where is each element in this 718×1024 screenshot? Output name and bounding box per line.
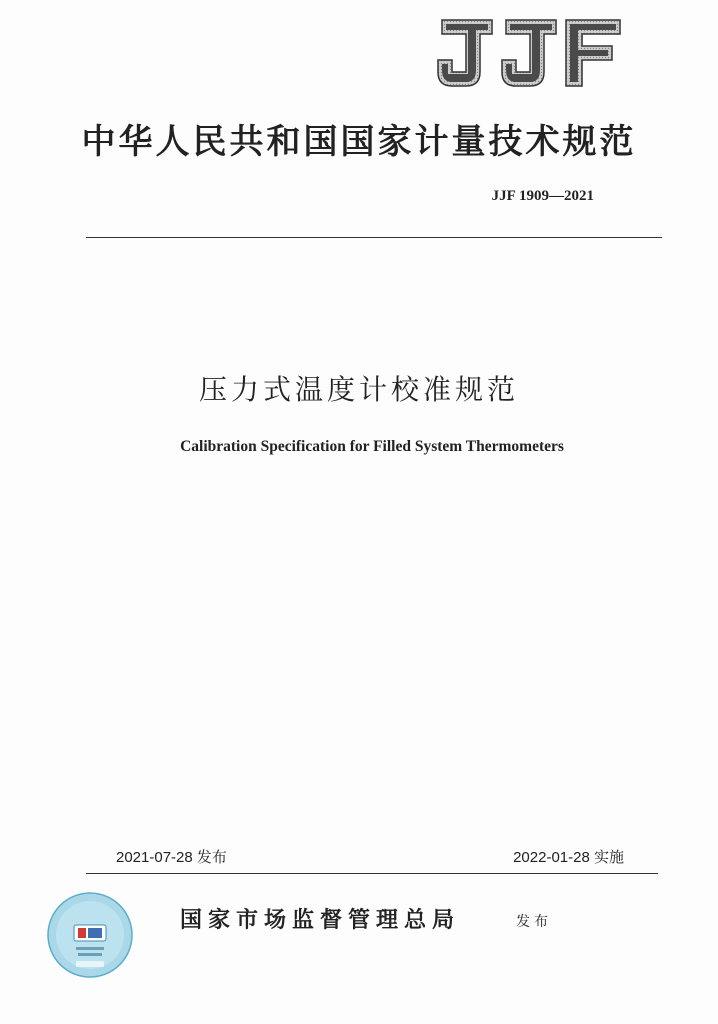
- document-code: JJF 1909—2021: [491, 188, 594, 204]
- top-divider: [86, 237, 662, 238]
- issuing-authority-suffix: 发布: [516, 914, 552, 930]
- implementation-date: 2022-01-28 实施: [513, 849, 624, 866]
- issue-date: 2021-07-28 发布: [116, 849, 227, 866]
- document-title-chinese: 压力式温度计校准规范: [198, 373, 519, 406]
- jjf-logo: [434, 14, 624, 92]
- anti-counterfeit-seal-icon: [46, 891, 134, 979]
- document-title-english: Calibration Specification for Filled System Thermometers: [180, 438, 564, 455]
- bottom-divider: [86, 873, 658, 874]
- main-title: 中华人民共和国国家计量技术规范: [81, 122, 637, 162]
- issuing-authority: 国家市场监督管理总局: [180, 907, 461, 933]
